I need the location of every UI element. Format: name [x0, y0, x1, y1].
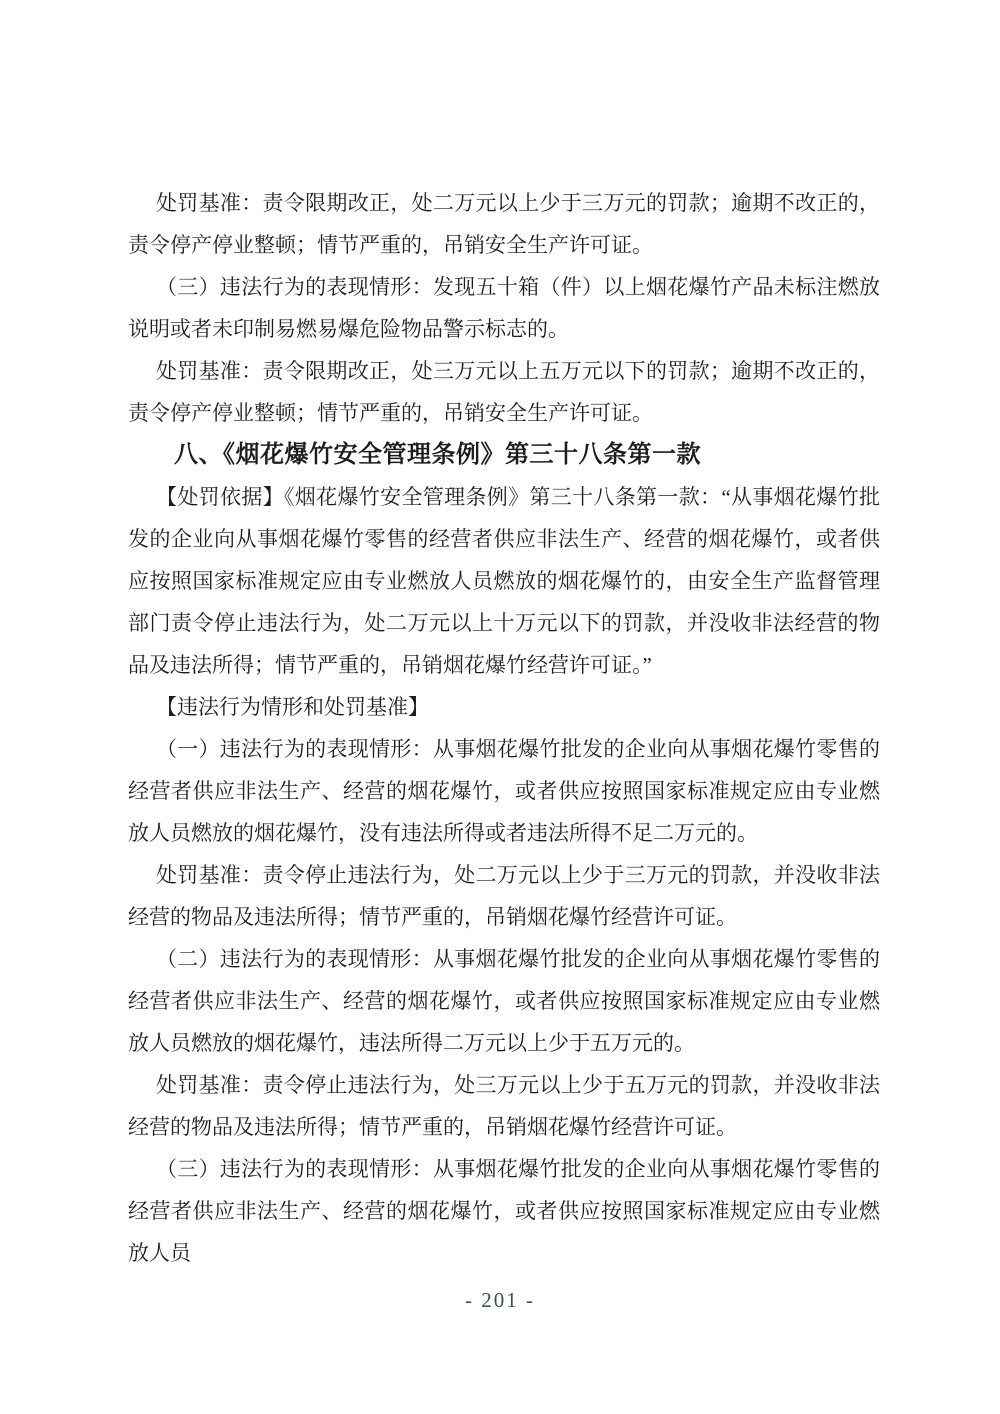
paragraph-penalty-basis-item3: 处罚基准：责令限期改正，处三万元以上五万元以下的罚款；逾期不改正的，责令停产停业整顿；情节严重的，吊销安全生产许可证。 [128, 359, 880, 425]
paragraph-violation-item3-new: （三）违法行为的表现情形：从事烟花爆竹批发的企业向从事烟花爆竹零售的经营者供应非法生产、经营的烟花爆竹，或者供应按照国家标准规定应由专业燃放人员 [128, 1157, 880, 1265]
paragraph-violation-item3: （三）违法行为的表现情形：发现五十箱（件）以上烟花爆竹产品未标注燃放说明或者未印制易燃易爆危险物品警示标志的。 [128, 275, 880, 341]
page-number: - 201 - [465, 1288, 535, 1312]
paragraph-penalty-basis-item1-new: 处罚基准：责令停止违法行为，处二万元以上少于三万元的罚款，并没收非法经营的物品及违法所得；情节严重的，吊销烟花爆竹经营许可证。 [128, 863, 880, 929]
paragraph-penalty-basis-item2-new: 处罚基准：责令停止违法行为，处三万元以上少于五万元的罚款，并没收非法经营的物品及违法所得；情节严重的，吊销烟花爆竹经营许可证。 [128, 1073, 880, 1139]
paragraph-violation-item2-new: （二）违法行为的表现情形：从事烟花爆竹批发的企业向从事烟花爆竹零售的经营者供应非法生产、经营的烟花爆竹，或者供应按照国家标准规定应由专业燃放人员燃放的烟花爆竹，违法所得二万元以上少于五万元的。 [128, 947, 880, 1055]
document-body [128, 182, 880, 1274]
paragraph-violation-item1: （一）违法行为的表现情形：从事烟花爆竹批发的企业向从事烟花爆竹零售的经营者供应非法生产、经营的烟花爆竹，或者供应按照国家标准规定应由专业燃放人员燃放的烟花爆竹，没有违法所得或者违法所得不足二万元的。 [128, 737, 880, 845]
paragraph-subheading-violation-standards: 【违法行为情形和处罚基准】 [156, 695, 429, 719]
paragraph-penalty-basis-item2: 处罚基准：责令限期改正，处二万元以上少于三万元的罚款；逾期不改正的，责令停产停业整顿；情节严重的，吊销安全生产许可证。 [128, 191, 880, 257]
section-heading-article-38: 八、《烟花爆竹安全管理条例》第三十八条第一款 [174, 442, 701, 468]
paragraph-punishment-basis-quote: 【处罚依据】《烟花爆竹安全管理条例》第三十八条第一款：“从事烟花爆竹批发的企业向从事烟花爆竹零售的经营者供应非法生产、经营的烟花爆竹，或者供应按照国家标准规定应由专业燃放人员燃放的烟花爆竹的，由安全生产监督管理部门责令停止违法行为，处二万元以上十万元以下的罚款，并没收非法经营的物品及违法所得；情节严重的，吊销烟花爆竹经营许可证。” [128, 485, 880, 677]
